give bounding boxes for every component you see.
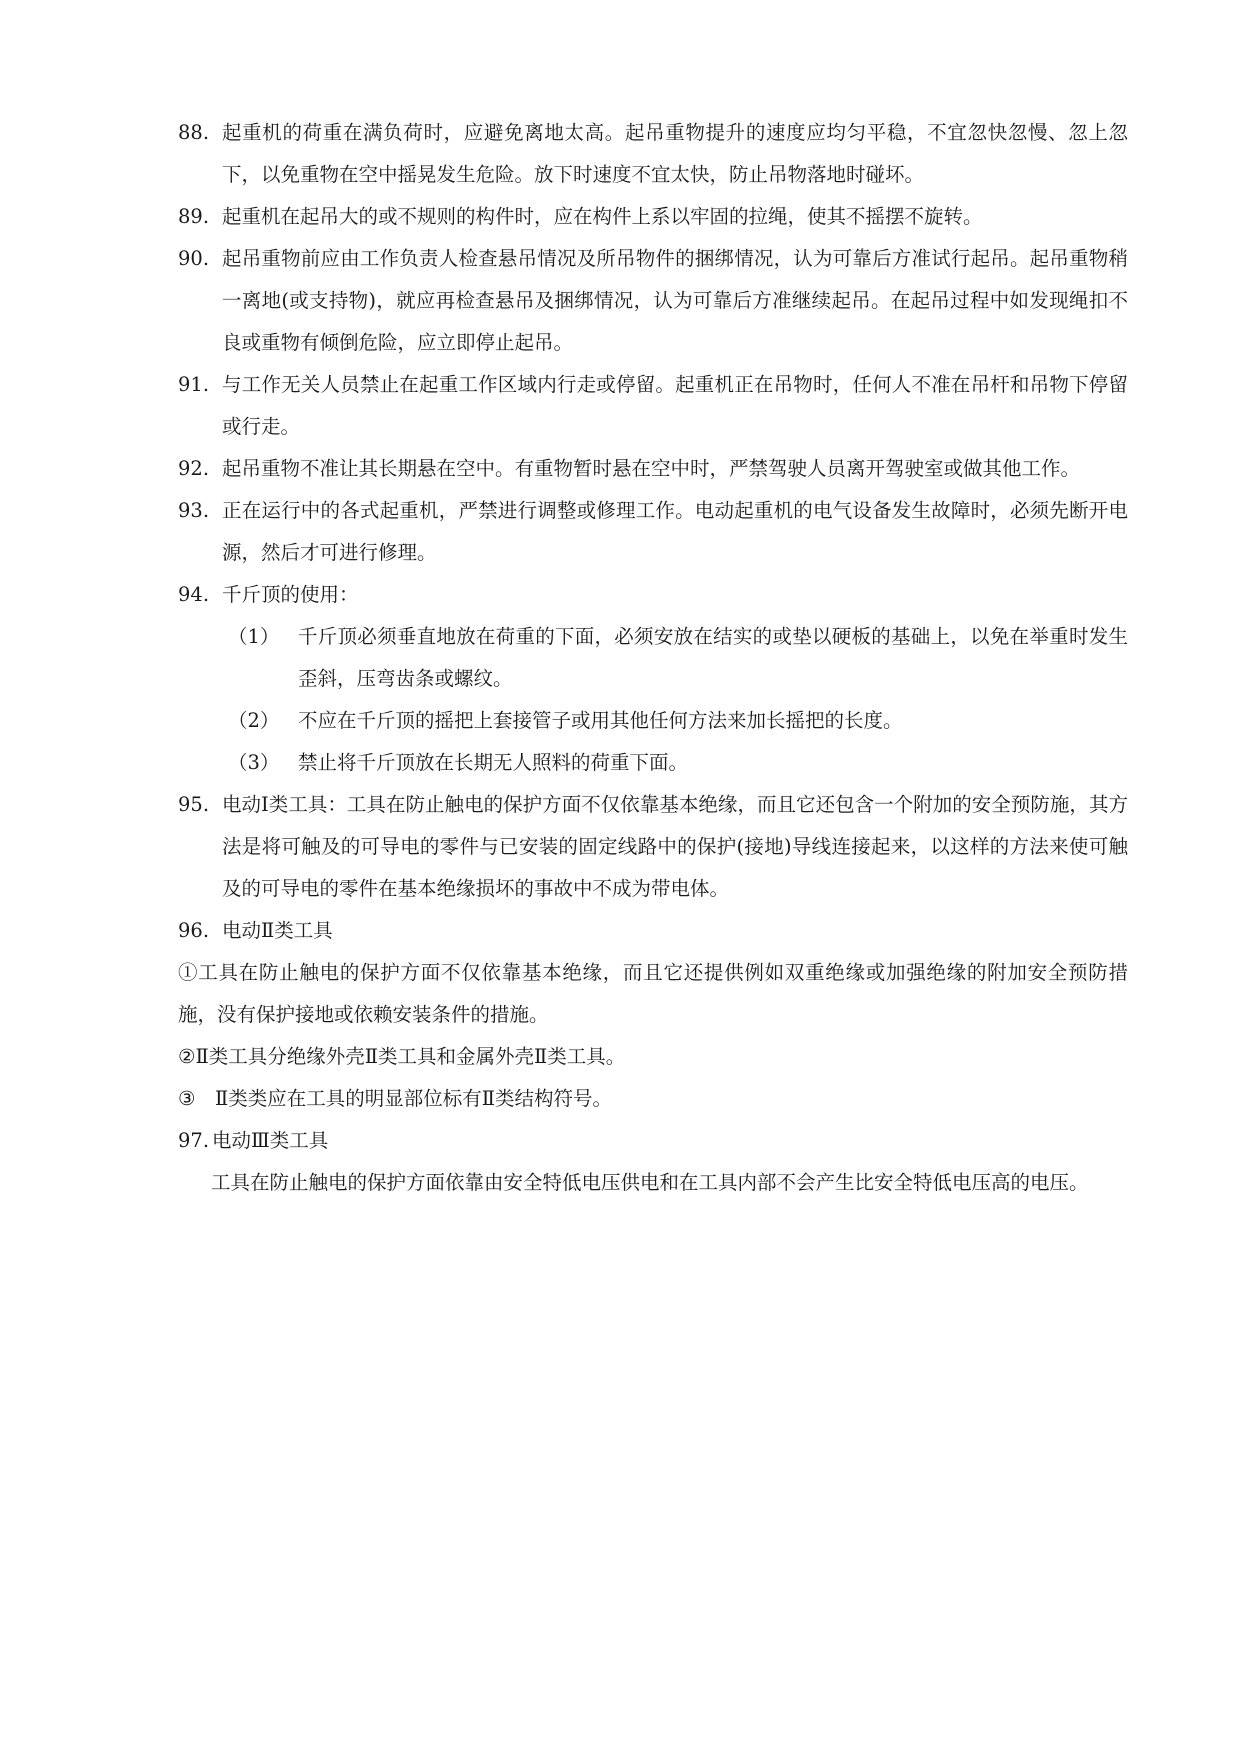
item-number: 91. <box>178 373 210 396</box>
sub-item-number: （3） <box>228 751 280 774</box>
item-text: 千斤顶的使用： <box>222 583 359 606</box>
item-number: 93. <box>178 499 210 522</box>
item-text: 起吊重物前应由工作负责人检查悬吊情况及所吊物件的捆绑情况，认为可靠后方准试行起吊。起吊重物稍一离地(或支持物)，就应再检查悬吊及捆绑情况，认为可靠后方准继续起吊。在起吊过程中如发现绳扣不良或重物有倾倒危险，应立即停止起吊。 <box>222 247 1128 354</box>
list-item-92 <box>178 448 1128 490</box>
item-number: 95. <box>178 793 210 816</box>
sub-item-text: 禁止将千斤顶放在长期无人照料的荷重下面。 <box>298 751 689 774</box>
sub-item-number: （1） <box>228 625 280 648</box>
item-text: 起吊重物不准让其长期悬在空中。有重物暂时悬在空中时，严禁驾驶人员离开驾驶室或做其他工作。 <box>222 457 1081 480</box>
list-item-97 <box>178 1120 1128 1162</box>
item-number: 89. <box>178 205 210 228</box>
item-number: 94. <box>178 583 210 606</box>
list-item-96 <box>178 910 1128 952</box>
sub-item-1 <box>228 616 1128 700</box>
item-text: 电动Ⅱ类工具 <box>222 919 333 942</box>
item-number: 88. <box>178 121 210 144</box>
list-item-91 <box>178 364 1128 448</box>
document-body <box>178 112 1128 1204</box>
class-iii-body: 工具在防止触电的保护方面依靠由安全特低电压供电和在工具内部不会产生比安全特低电压高的电压。 <box>211 1171 1089 1194</box>
class-ii-point-1: ①工具在防止触电的保护方面不仅依靠基本绝缘，而且它还提供例如双重绝缘或加强绝缘的附加安全预防措施，没有保护接地或依赖安装条件的措施。 <box>178 961 1128 1026</box>
item-text: 起重机的荷重在满负荷时，应避免离地太高。起吊重物提升的速度应均匀平稳，不宜忽快忽慢、忽上忽下，以免重物在空中摇晃发生危险。放下时速度不宜太快，防止吊物落地时碰坏。 <box>222 121 1128 186</box>
list-item-95 <box>178 784 1128 910</box>
item-number: 92. <box>178 457 210 480</box>
class-ii-point-2: ②Ⅱ类工具分绝缘外壳Ⅱ类工具和金属外壳Ⅱ类工具。 <box>178 1045 626 1068</box>
item-number: 97. <box>178 1129 210 1152</box>
item-text: 电动Ⅲ类工具 <box>212 1129 329 1152</box>
item-number: 90. <box>178 247 210 270</box>
list-item-89 <box>178 196 1128 238</box>
sub-item-2 <box>228 700 1128 742</box>
list-item-88 <box>178 112 1128 196</box>
item-text: 正在运行中的各式起重机，严禁进行调整或修理工作。电动起重机的电气设备发生故障时，必须先断开电源，然后才可进行修理。 <box>222 499 1128 564</box>
item-text: 与工作无关人员禁止在起重工作区域内行走或停留。起重机正在吊物时，任何人不准在吊杆和吊物下停留或行走。 <box>222 373 1128 438</box>
item-text: 起重机在起吊大的或不规则的构件时，应在构件上系以牢固的拉绳，使其不摇摆不旋转。 <box>222 205 983 228</box>
item-text: 电动Ⅰ类工具：工具在防止触电的保护方面不仅依靠基本绝缘，而且它还包含一个附加的安全预防施，其方法是将可触及的可导电的零件与已安装的固定线路中的保护(接地)导线连接起来，以这样的方法来使可触及的可导电的零件在基本绝缘损坏的事故中不成为带电体。 <box>222 793 1128 900</box>
sub-item-3 <box>228 742 1128 784</box>
sub-item-number: （2） <box>228 709 280 732</box>
item-number: 96. <box>178 919 210 942</box>
list-item-93 <box>178 490 1128 574</box>
list-item-90 <box>178 238 1128 364</box>
sub-item-text: 千斤顶必须垂直地放在荷重的下面，必须安放在结实的或垫以硬板的基础上，以免在举重时发生歪斜，压弯齿条或螺纹。 <box>298 625 1128 690</box>
list-item-94 <box>178 574 1128 616</box>
sub-item-text: 不应在千斤顶的摇把上套接管子或用其他任何方法来加长摇把的长度。 <box>298 709 903 732</box>
class-ii-point-3: ③ Ⅱ类类应在工具的明显部位标有Ⅱ类结构符号。 <box>178 1087 612 1110</box>
jack-usage-sublist <box>228 616 1128 784</box>
